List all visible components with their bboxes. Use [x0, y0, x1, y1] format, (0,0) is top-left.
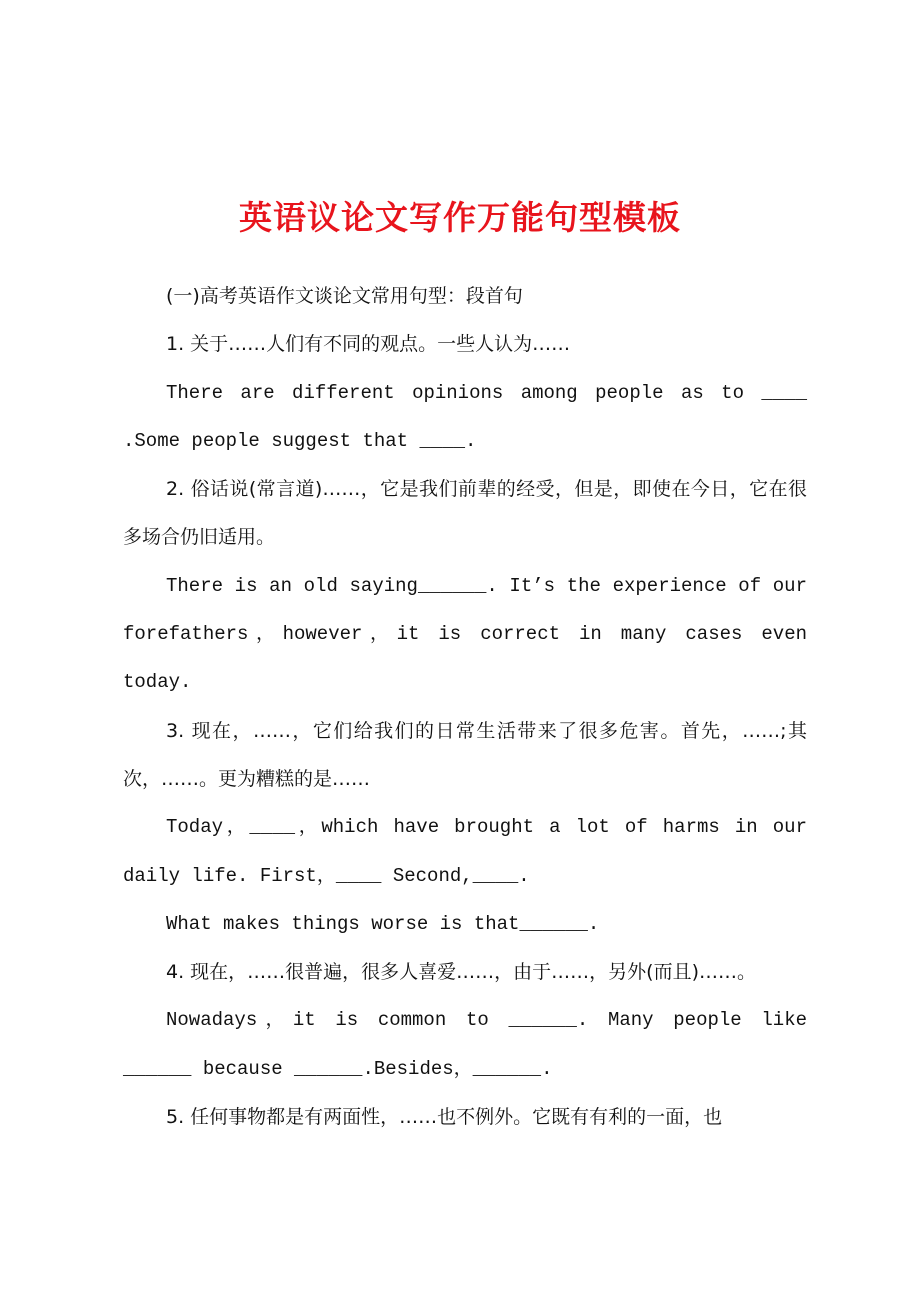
paragraph-1-en: There are different opinions among people as to ____ .Some people suggest that ____.: [123, 381, 807, 452]
document-title: 英语议论文写作万能句型模板: [239, 198, 681, 237]
paragraph-3-en: Today，____，which have brought a lot of harms in our daily life. First，____ Second,____.: [123, 816, 807, 887]
paragraph-5-cn: 5. 任何事物都是有两面性，……也不例外。它既有有利的一面，也: [166, 1106, 723, 1129]
paragraph-4-en: Nowadays，it is common to ______. Many people like ______ because ______.Besides，______.: [123, 1009, 807, 1080]
paragraph-2-cn: 2. 俗话说(常言道)……，它是我们前辈的经受，但是，即使在今日，它在很多场合仍旧适用。: [123, 478, 807, 549]
paragraph-3-cn: 3. 现在，……，它们给我们的日常生活带来了很多危害。首先，……;其次，……。更为糟糕的是……: [123, 719, 807, 790]
paragraph-3-en-extra: What makes things worse is that______.: [166, 912, 600, 935]
paragraph-1-cn: 1. 关于……人们有不同的观点。一些人认为……: [166, 333, 571, 356]
paragraph-2-en: There is an old saying______. It’s the experience of our forefathers，however，it is correct in many cases even today.: [123, 574, 807, 694]
document-body: [123, 272, 807, 1141]
paragraph-4-cn: 4. 现在，……很普遍，很多人喜爱……，由于……，另外(而且)……。: [166, 961, 756, 984]
section-heading: (一)高考英语作文谈论文常用句型：段首句: [166, 285, 523, 307]
